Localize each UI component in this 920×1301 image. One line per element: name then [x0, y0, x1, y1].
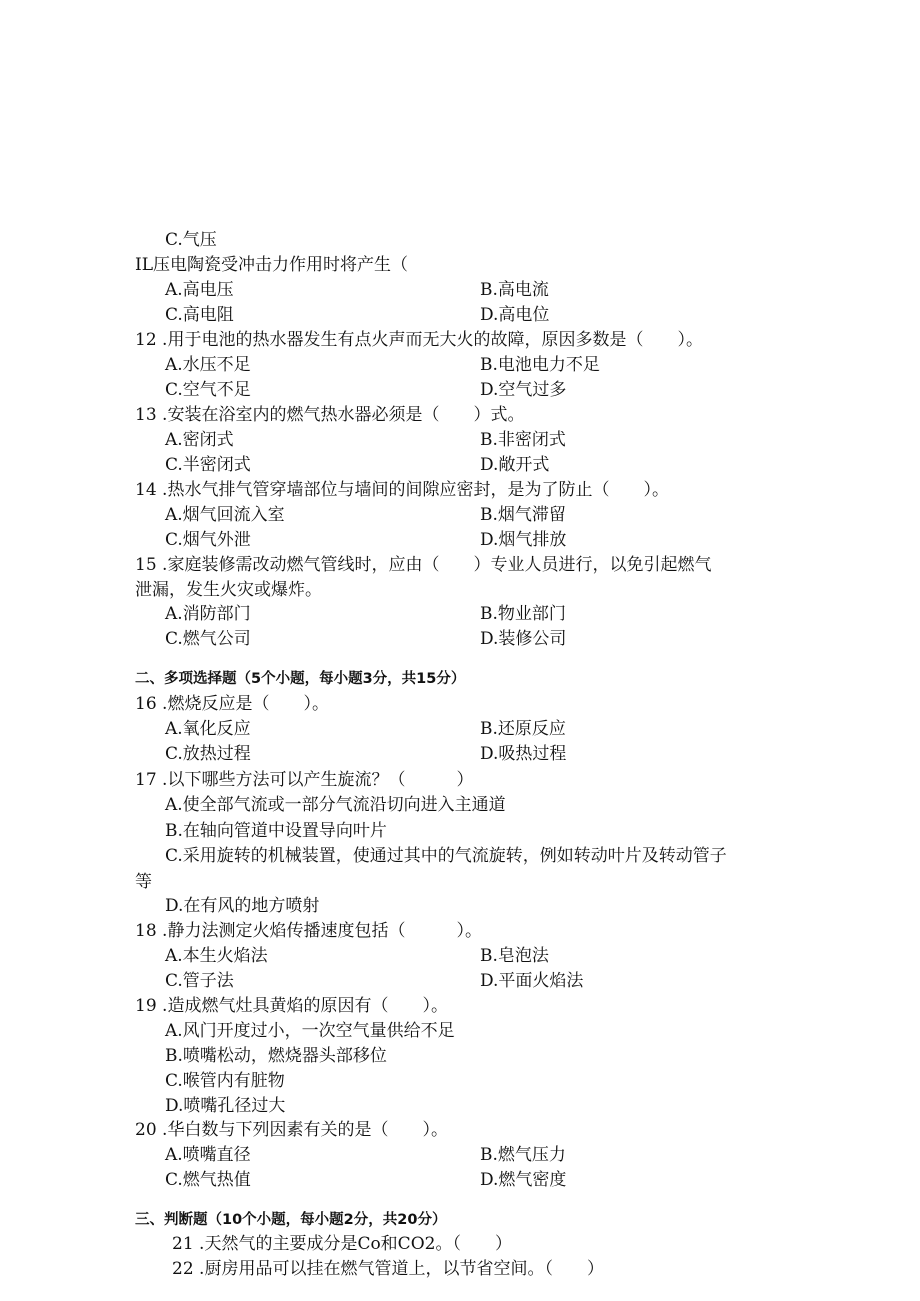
- q14-option-a: A.烟气回流入室: [165, 505, 285, 525]
- q17-stem: 17 .以下哪些方法可以产生旋流？（ ）: [135, 770, 474, 790]
- q18-option-a: A.本生火焰法: [165, 946, 268, 966]
- q16-option-b: B.还原反应: [480, 719, 566, 739]
- q14-option-d: D.烟气排放: [480, 530, 567, 550]
- q19-option-d: D.喷嘴孔径过大: [165, 1096, 286, 1116]
- q14-option-b: B.烟气滞留: [480, 505, 566, 525]
- q11-option-a: A.高电压: [165, 280, 234, 300]
- q11-stem: IL压电陶瓷受冲击力作用时将产生（: [135, 255, 409, 275]
- q16-stem: 16 .燃烧反应是（ ）。: [135, 694, 329, 714]
- q16-option-a: A.氧化反应: [165, 719, 251, 739]
- q13-option-a: A.密闭式: [165, 430, 234, 450]
- q12-stem: 12 .用于电池的热水器发生有点火声而无大火的故障，原因多数是（ ）。: [135, 330, 703, 350]
- q18-option-c: C.管子法: [165, 971, 234, 991]
- q20-option-b: B.燃气压力: [480, 1145, 566, 1165]
- q21-stem: 21 .天然气的主要成分是Co和CO2。（ ）: [172, 1234, 512, 1254]
- q19-option-c: C.喉管内有脏物: [165, 1071, 285, 1091]
- q17-option-a: A.使全部气流或一部分气流沿切向进入主通道: [165, 795, 506, 815]
- q12-option-a: A.水压不足: [165, 355, 251, 375]
- q20-option-d: D.燃气密度: [480, 1170, 567, 1190]
- q18-stem: 18 .静力法测定火焰传播速度包括（ ）。: [135, 921, 482, 941]
- q15-option-c: C.燃气公司: [165, 629, 251, 649]
- q22-stem: 22 .厨房用品可以挂在燃气管道上，以节省空间。（ ）: [172, 1259, 604, 1279]
- q18-option-b: B.皂泡法: [480, 946, 549, 966]
- q18-option-d: D.平面火焰法: [480, 971, 584, 991]
- q13-option-b: B.非密闭式: [480, 430, 566, 450]
- q19-option-a: A.风门开度过小，一次空气量供给不足: [165, 1021, 455, 1041]
- q17-option-b: B.在轴向管道中设置导向叶片: [165, 821, 387, 841]
- q10-option-c: C.气压: [165, 230, 217, 250]
- q16-option-d: D.吸热过程: [480, 744, 567, 764]
- q17-option-d: D.在有风的地方喷射: [165, 896, 320, 916]
- q12-option-b: B.电池电力不足: [480, 355, 600, 375]
- section-2-heading: 二、多项选择题（5个小题，每小题3分，共15分）: [135, 671, 466, 687]
- q15-stem: 15 .家庭装修需改动燃气管线时，应由（ ）专业人员进行，以免引起燃气: [135, 555, 712, 575]
- q19-stem: 19 .造成燃气灶具黄焰的原因有（ ）。: [135, 996, 448, 1016]
- q20-option-a: A.喷嘴直径: [165, 1145, 251, 1165]
- q20-stem: 20 .华白数与下列因素有关的是（ ）。: [135, 1120, 448, 1140]
- q13-option-c: C.半密闭式: [165, 455, 251, 475]
- q15-stem-continued: 泄漏，发生火灾或爆炸。: [135, 580, 322, 600]
- section-3-heading: 三、判断题（10个小题，每小题2分，共20分）: [135, 1212, 447, 1228]
- q20-option-c: C.燃气热值: [165, 1170, 251, 1190]
- q16-option-c: C.放热过程: [165, 744, 251, 764]
- q14-stem: 14 .热水气排气管穿墙部位与墙间的间隙应密封，是为了防止（ ）。: [135, 480, 669, 500]
- q15-option-d: D.装修公司: [480, 629, 567, 649]
- q19-option-b: B.喷嘴松动，燃烧器头部移位: [165, 1046, 387, 1066]
- q12-option-d: D.空气过多: [480, 380, 567, 400]
- q13-option-d: D.敞开式: [480, 455, 550, 475]
- q17-option-c: C.采用旋转的机械装置，使通过其中的气流旋转，例如转动叶片及转动管子: [165, 846, 727, 866]
- q11-option-c: C.高电阻: [165, 305, 234, 325]
- q14-option-c: C.烟气外泄: [165, 530, 251, 550]
- q12-option-c: C.空气不足: [165, 380, 251, 400]
- q17-option-c-continued: 等: [135, 872, 152, 892]
- q15-option-a: A.消防部门: [165, 604, 251, 624]
- q11-option-b: B.高电流: [480, 280, 549, 300]
- q13-stem: 13 .安装在浴室内的燃气热水器必须是（ ）式。: [135, 405, 525, 425]
- q15-option-b: B.物业部门: [480, 604, 566, 624]
- q11-option-d: D.高电位: [480, 305, 550, 325]
